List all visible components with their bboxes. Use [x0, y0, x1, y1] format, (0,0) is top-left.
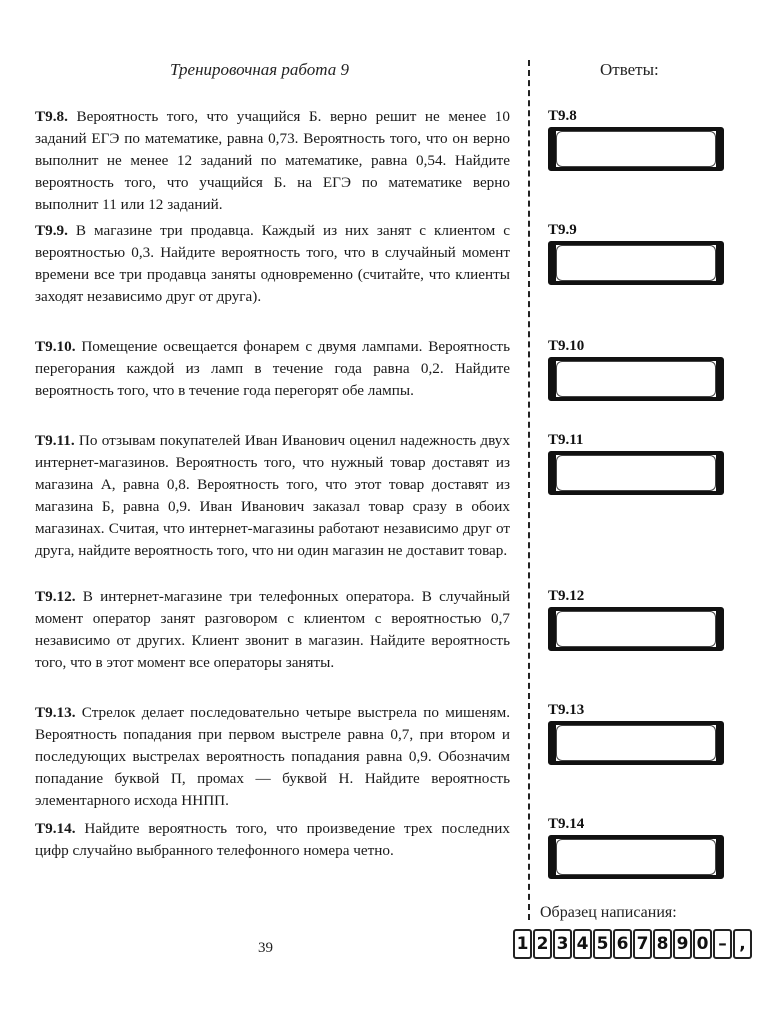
- problem-t9-13: [35, 702, 510, 812]
- problem-number: Т9.14.: [35, 820, 76, 837]
- sample-char: 1: [513, 929, 532, 959]
- answer-label: Т9.9: [548, 222, 577, 238]
- running-title: Тренировочная работа 9: [170, 60, 349, 79]
- problem-text: По отзывам покупателей Иван Иванович оценил надежность двух интернет-магазинов. Вероятность того, что нужный товар доставят из магазина А, равна 0,8. Вероятность того, что этот товар доставят из магазина Б, равна 0,9. Иван Иванович заказал товар сразу в обоих магазинах. Считая, что интернет-магазины работают независимо друг от друга, найдите вероятность того, что ни один магазин не доставит товар.: [35, 432, 510, 559]
- problem-text: Найдите вероятность того, что произведение трех последних цифр случайно выбранного телефонного номера четно.: [35, 820, 510, 859]
- answer-t9-14: [548, 816, 723, 879]
- answer-input-box[interactable]: [548, 127, 724, 171]
- answer-t9-13: [548, 702, 723, 765]
- sample-char: 9: [673, 929, 692, 959]
- problem-t9-14: [35, 818, 510, 862]
- problem-number: Т9.11.: [35, 432, 75, 449]
- sample-writing-title: Образец написания:: [540, 904, 677, 921]
- sample-char: 8: [653, 929, 672, 959]
- sample-writing-row: [513, 929, 752, 959]
- answer-label: Т9.12: [548, 588, 585, 604]
- answer-input-box[interactable]: [548, 835, 724, 879]
- answer-label: Т9.10: [548, 338, 585, 354]
- answers-title: Ответы:: [600, 60, 659, 79]
- sample-char: 7: [633, 929, 652, 959]
- problem-number: Т9.13.: [35, 704, 76, 721]
- answer-input-box[interactable]: [548, 357, 724, 401]
- problem-number: Т9.12.: [35, 588, 76, 605]
- answer-label: Т9.8: [548, 108, 577, 124]
- problem-text: Вероятность того, что учащийся Б. верно решит не менее 10 заданий ЕГЭ по математике, равна 0,73. Вероятность того, что он верно выполнит не менее 12 заданий по математике, равна 0,54. Найдите вероятность того, что учащийся Б. на ЕГЭ по математике верно выполнит 11 или 12 заданий.: [35, 108, 510, 213]
- answer-input-box[interactable]: [548, 241, 724, 285]
- sample-char: 5: [593, 929, 612, 959]
- answer-label: Т9.14: [548, 816, 585, 832]
- answer-t9-12: [548, 588, 723, 651]
- answer-t9-8: [548, 108, 723, 171]
- problem-t9-10: [35, 336, 510, 402]
- problem-text: Стрелок делает последовательно четыре выстрела по мишеням. Вероятность попадания при первом выстреле равна 0,7, при втором и последующих выстрелах вероятность попадания равна 0,9. Обозначим попадание буквой П, промах — буквой Н. Найдите вероятность элементарного исхода ННПП.: [35, 704, 510, 809]
- page-number: 39: [258, 940, 273, 956]
- answer-label: Т9.11: [548, 432, 584, 448]
- problem-text: Помещение освещается фонарем с двумя лампами. Вероятность перегорания каждой из ламп в течение года равна 0,2. Найдите вероятность того, что в течение года перегорят обе лампы.: [35, 338, 510, 399]
- sample-char: 0: [693, 929, 712, 959]
- problem-number: Т9.8.: [35, 108, 68, 125]
- answer-t9-10: [548, 338, 723, 401]
- answer-t9-9: [548, 222, 723, 285]
- sample-char: 2: [533, 929, 552, 959]
- sample-char: 3: [553, 929, 572, 959]
- answer-label: Т9.13: [548, 702, 585, 718]
- cut-line-divider: [528, 60, 530, 920]
- problem-text: В интернет-магазине три телефонных оператора. В случайный момент оператор занят разговором с клиентом с вероятностью 0,7 независимо от других. Клиент звонит в магазин. Найдите вероятность того, что в этот момент все операторы заняты.: [35, 588, 510, 671]
- answer-input-box[interactable]: [548, 607, 724, 651]
- sample-char: 6: [613, 929, 632, 959]
- problem-number: Т9.10.: [35, 338, 76, 355]
- problem-t9-8: [35, 106, 510, 216]
- problem-t9-12: [35, 586, 510, 674]
- answer-input-box[interactable]: [548, 721, 724, 765]
- problem-t9-11: [35, 430, 510, 562]
- sample-char: ,: [733, 929, 752, 959]
- answer-t9-11: [548, 432, 723, 495]
- sample-char: –: [713, 929, 732, 959]
- problem-text: В магазине три продавца. Каждый из них занят с клиентом с вероятностью 0,3. Найдите вероятность того, что в случайный момент времени все три продавца заняты одновременно (считайте, что клиенты заходят независимо друг от друга).: [35, 222, 510, 305]
- sample-char: 4: [573, 929, 592, 959]
- answer-input-box[interactable]: [548, 451, 724, 495]
- problem-number: Т9.9.: [35, 222, 68, 239]
- problem-t9-9: [35, 220, 510, 308]
